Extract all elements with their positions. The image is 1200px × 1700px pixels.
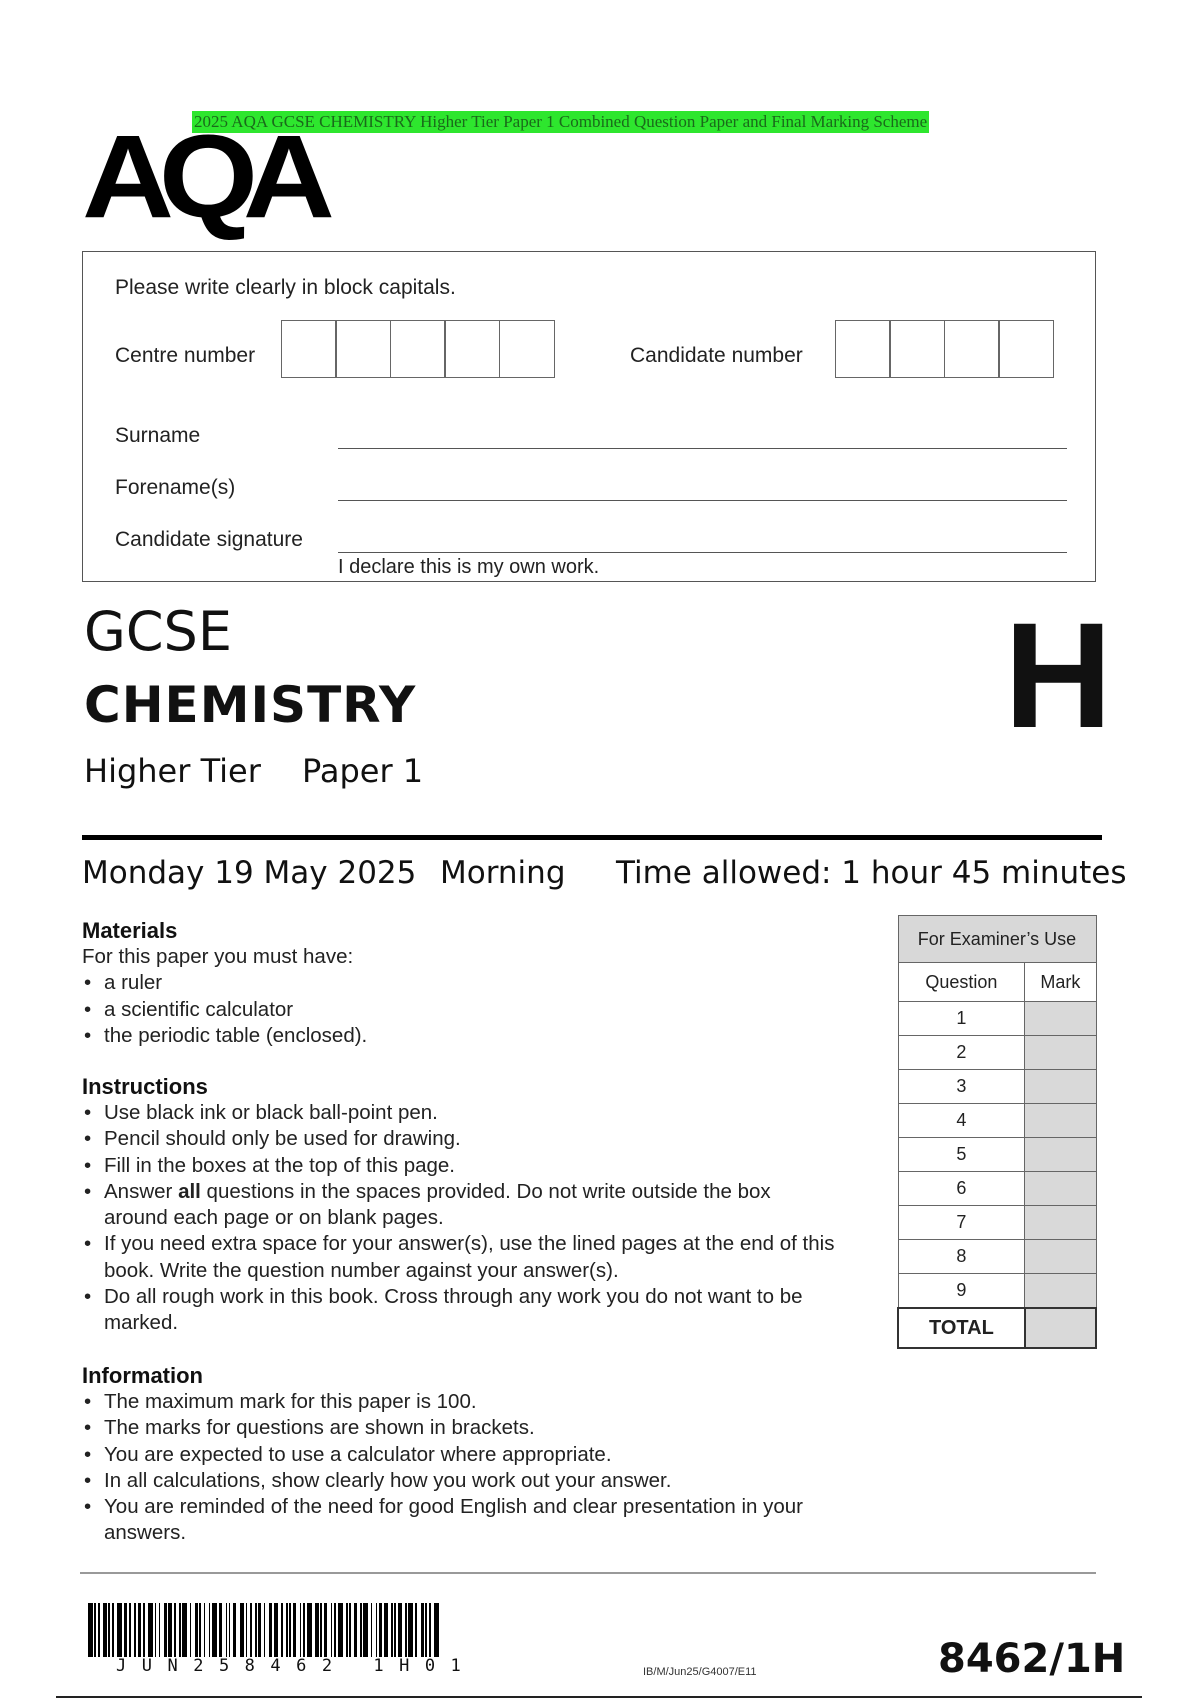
barcode-bar [98, 1603, 100, 1657]
candidate-details-box [82, 251, 1096, 582]
list-item: • a scientific calculator [82, 997, 852, 1023]
barcode-bar [415, 1603, 417, 1657]
barcode-bar [334, 1603, 336, 1657]
barcode-bar [434, 1603, 439, 1657]
barcode-bar [182, 1603, 187, 1657]
mark-cell[interactable] [1025, 1138, 1096, 1172]
barcode-bar [155, 1603, 157, 1657]
tier-letter: H [1004, 591, 1113, 759]
answer-all-suffix: questions in the spaces provided. Do not write outside the box around each page or on blank pages. [104, 1179, 771, 1230]
list-item: • The maximum mark for this paper is 100. [82, 1389, 822, 1415]
barcode-bar [354, 1603, 357, 1657]
document-reference: IB/M/Jun25/G4007/E11 [643, 1666, 757, 1678]
barcode-bar [394, 1603, 396, 1657]
barcode-bar [233, 1603, 236, 1657]
barcode-bar [286, 1603, 288, 1657]
barcode-bar [320, 1603, 322, 1657]
candidate-digit-box[interactable] [998, 320, 1054, 378]
candidate-digit-box[interactable] [889, 320, 945, 378]
list-item: • Do all rough work in this book. Cross through any work you do not want to be marked. [82, 1284, 824, 1337]
centre-number-input[interactable] [282, 320, 555, 378]
information-section [82, 1363, 822, 1547]
qualification-title: GCSE [84, 600, 232, 663]
mark-cell[interactable] [1025, 1206, 1096, 1240]
barcode-bar [376, 1603, 378, 1657]
exam-date: Monday 19 May 2025 [82, 855, 417, 891]
mark-cell[interactable] [1025, 1104, 1096, 1138]
mark-cell[interactable] [1025, 1274, 1096, 1309]
question-number: 2 [898, 1036, 1025, 1070]
page-bottom-rule [56, 1696, 1142, 1698]
barcode-bar [274, 1603, 279, 1657]
barcode-bar [405, 1603, 407, 1657]
centre-digit-box[interactable] [499, 320, 555, 378]
aqa-logo: AQA [82, 111, 320, 243]
signature-label: Candidate signature [115, 528, 303, 551]
total-mark-cell[interactable] [1025, 1308, 1096, 1348]
list-item: • Use black ink or black ball-point pen. [82, 1100, 872, 1126]
barcode-bar [138, 1603, 141, 1657]
barcode-bar [108, 1603, 110, 1657]
candidate-number-input[interactable] [836, 320, 1054, 378]
footer-divider [80, 1572, 1096, 1574]
barcode-bar [179, 1603, 181, 1657]
exam-session: Morning [440, 855, 566, 891]
list-item: • If you need extra space for your answer(s), use the lined pages at the end of this book. Write the question number against your answer(s). [82, 1231, 872, 1284]
barcode-bar [429, 1603, 431, 1657]
barcode-bar [212, 1603, 217, 1657]
barcode-bar [371, 1603, 373, 1657]
barcode-bar [255, 1603, 257, 1657]
time-allowed: Time allowed: 1 hour 45 minutes [616, 855, 1127, 891]
barcode-bar [190, 1603, 192, 1657]
candidate-digit-box[interactable] [835, 320, 891, 378]
question-number: 1 [898, 1002, 1025, 1036]
surname-label: Surname [115, 424, 201, 447]
materials-title: Materials [82, 918, 178, 943]
materials-section [82, 918, 852, 1049]
barcode-bar [300, 1603, 302, 1657]
barcode-bar [143, 1603, 145, 1657]
examiners-use-table [897, 915, 1097, 1349]
forename-label: Forename(s) [115, 476, 236, 499]
centre-digit-box[interactable] [444, 320, 500, 378]
barcode-text: JUN258462 1H01 [116, 1656, 477, 1676]
barcode-bar [94, 1603, 96, 1657]
question-number: 3 [898, 1070, 1025, 1104]
examiners-use-title: For Examiner’s Use [898, 916, 1096, 963]
barcode-bar [264, 1603, 266, 1657]
barcode-bar [159, 1603, 161, 1657]
barcode-bar [360, 1603, 362, 1657]
candidate-digit-box[interactable] [944, 320, 1000, 378]
answer-all-prefix: Answer [104, 1179, 179, 1203]
barcode-bar [209, 1603, 211, 1657]
materials-intro: For this paper you must have: [82, 945, 354, 968]
barcode-bar [425, 1603, 427, 1657]
barcode-bar [112, 1603, 114, 1657]
centre-digit-box[interactable] [335, 320, 391, 378]
barcode-bar [148, 1603, 153, 1657]
barcode-bar [391, 1603, 393, 1657]
answer-all-emphasis: all [178, 1179, 201, 1203]
divider [82, 835, 1102, 840]
list-item: • The marks for questions are shown in brackets. [82, 1415, 822, 1441]
barcode-bar [219, 1603, 222, 1657]
barcode-bar [398, 1603, 401, 1657]
centre-digit-box[interactable] [390, 320, 446, 378]
barcode-bar [204, 1603, 206, 1657]
barcode-bar [226, 1603, 228, 1657]
mark-cell[interactable] [1025, 1002, 1096, 1036]
barcode-bar [331, 1603, 333, 1657]
barcode-bar [281, 1603, 283, 1657]
column-header-question: Question [898, 963, 1025, 1002]
barcode-bar [379, 1603, 382, 1657]
barcode-bar [269, 1603, 272, 1657]
barcode-bar [174, 1603, 176, 1657]
question-number: 6 [898, 1172, 1025, 1206]
barcode-bar [88, 1603, 93, 1657]
barcode-bar [346, 1603, 348, 1657]
barcode-bar [363, 1603, 368, 1657]
barcode [88, 1603, 498, 1657]
barcode-bar [134, 1603, 136, 1657]
list-item: • You are reminded of the need for good English and clear presentation in your answers. [82, 1494, 804, 1547]
list-item: • the periodic table (enclosed). [82, 1023, 852, 1049]
forename-field[interactable] [338, 500, 1067, 501]
information-title: Information [82, 1363, 203, 1388]
list-item: • You are expected to use a calculator where appropriate. [82, 1442, 822, 1468]
barcode-bar [307, 1603, 312, 1657]
list-item: • a ruler [82, 970, 852, 996]
total-label: TOTAL [898, 1308, 1025, 1348]
barcode-bar [199, 1603, 201, 1657]
question-number: 4 [898, 1104, 1025, 1138]
question-number: 9 [898, 1274, 1025, 1309]
mark-cell[interactable] [1025, 1036, 1096, 1070]
mark-cell[interactable] [1025, 1240, 1096, 1274]
paper-code: 8462/1H [938, 1636, 1126, 1682]
barcode-bar [246, 1603, 248, 1657]
tier-label: Higher Tier [84, 752, 261, 790]
barcode-bar [124, 1603, 127, 1657]
paper-label: Paper 1 [302, 752, 424, 790]
barcode-bar [258, 1603, 261, 1657]
subject-title: CHEMISTRY [84, 676, 417, 734]
barcode-bar [129, 1603, 131, 1657]
document-banner: 2025 AQA GCSE CHEMISTRY Higher Tier Paper 1 Combined Question Paper and Final Marking Scheme [194, 112, 928, 131]
question-number: 7 [898, 1206, 1025, 1240]
candidate-number-label: Candidate number [630, 344, 803, 367]
barcode-bar [349, 1603, 351, 1657]
barcode-bar [250, 1603, 252, 1657]
barcode-bar [240, 1603, 245, 1657]
declaration-text: I declare this is my own work. [338, 556, 600, 578]
barcode-bar [168, 1603, 171, 1657]
barcode-bar [289, 1603, 291, 1657]
signature-field[interactable] [338, 552, 1067, 553]
barcode-bar [164, 1603, 167, 1657]
question-number: 8 [898, 1240, 1025, 1274]
barcode-bar [324, 1603, 327, 1657]
barcode-bar [195, 1603, 198, 1657]
list-item: • Pencil should only be used for drawing. [82, 1126, 872, 1152]
barcode-bar [338, 1603, 343, 1657]
barcode-bar [408, 1603, 413, 1657]
mark-cell[interactable] [1025, 1070, 1096, 1104]
barcode-bar [117, 1603, 122, 1657]
column-header-mark: Mark [1025, 963, 1096, 1002]
list-item: • Fill in the boxes at the top of this page. [82, 1153, 872, 1179]
list-item [82, 1179, 784, 1232]
surname-field[interactable] [338, 448, 1067, 449]
mark-cell[interactable] [1025, 1172, 1096, 1206]
instructions-title: Instructions [82, 1074, 208, 1099]
question-number: 5 [898, 1138, 1025, 1172]
instructions-section [82, 1074, 872, 1337]
barcode-bar [421, 1603, 424, 1657]
barcode-bar [103, 1603, 106, 1657]
barcode-bar [315, 1603, 318, 1657]
centre-digit-box[interactable] [281, 320, 337, 378]
form-heading: Please write clearly in block capitals. [115, 276, 456, 299]
list-item: • In all calculations, show clearly how you work out your answer. [82, 1468, 822, 1494]
barcode-bar [303, 1603, 305, 1657]
barcode-bar [229, 1603, 231, 1657]
barcode-bar [293, 1603, 296, 1657]
centre-number-label: Centre number [115, 344, 256, 367]
barcode-bar [384, 1603, 387, 1657]
